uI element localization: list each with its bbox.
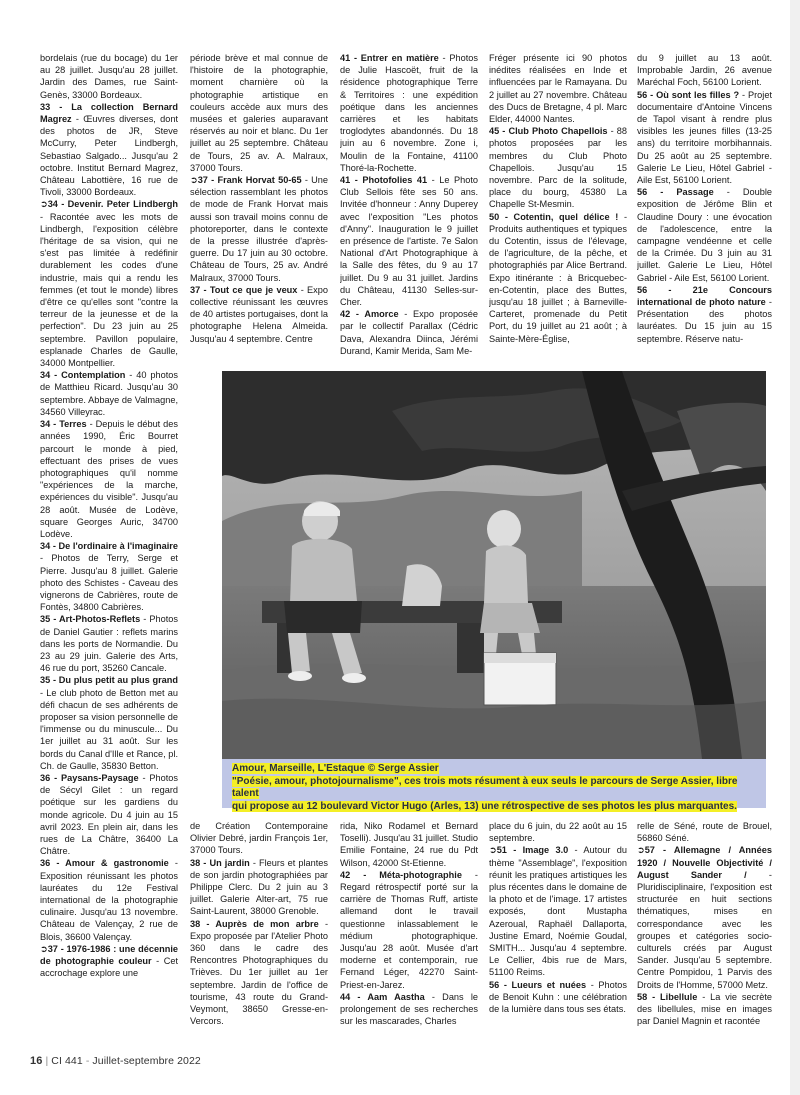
listing-text: - Le club photo de Betton met au défi chacun de ses adhérents de proposer sa vision personnelle de l'immense ou du minuscule... Du 1er juillet au 31 août. Sur les bords du Canal d'Ille et Rance, pl. Ch. de Gaulle, 35830 Betton. [40,687,178,771]
listing-text: - Expo proposée par l'Atelier Photo 360 dans le cadre des Rencontres Photographiques du Trièves. Du 1er juillet au 1er septembre. Jardin de l'office de tourisme, 43 route du Grand-Veymont, 38650 Gresse-en-Vercors. [190,918,328,1027]
listing-entry [340,308,478,357]
listing-entry [40,101,178,199]
listing-title: 38 - Un jardin [190,857,250,868]
publication-name: CI 441 [51,1055,83,1067]
listing-entry [340,869,478,991]
listing-entry [489,125,627,210]
listing-text: - Photos de Julie Hascoët, fruit de la résidence photographique Terre & Territoires : une expédition poétique dans les anciennes carrières et les habitats troglodytes abandonnés. Du 18 juin au 6 novembre. Zone i, Moulin de la Fontaine, 41100 Thoré-la-Rochette. [340,53,478,173]
listing-entry [190,52,328,174]
listing-title: 36 - Paysans-Paysage [40,772,139,783]
listing-entry [40,540,178,613]
listing-text: Fréger présente ici 90 photos inédites réalisées en Inde et influencées par le Ramayana. Du 2 juillet au 27 novembre. Château des Ducs de Bretagne, 4 pl. Marc Elder, 44000 Nantes. [489,53,627,125]
listing-text: - Cet accrochage explore une [40,956,178,979]
listing-text: - Projet documentaire d'Antoine Vincens de Tapol visant à rendre plus visibles les jeunes filles (13-25 ans) du territoire morbihannais. Du 25 août au 25 septembre. Galerie Le Lieu, Hôtel Gabriel - Aile Est, 56100 Lorient. [637,89,772,186]
listing-title: ➲37 - Frank Horvat 50-65 [190,175,302,186]
listing-entry [190,857,328,918]
listing-entry [637,52,772,89]
column-8 [489,820,627,1047]
column-7 [340,820,478,1047]
listing-entry [40,943,178,980]
column-3 [340,52,478,370]
listing-text: - 88 photos proposées par les membres du Club Photo Chapellois. Jusqu'au 15 novembre. Parc de la solitude, place du bourg, 45380 La Chapelle St-Mesmin. [489,126,627,210]
listing-text: - Produits authentiques et typiques du Cotentin, issus de l'élevage, de l'agriculture, de la pêche, et photographiés par Alice Bertrand. Expo itinérante : à Bricquebec-en-Cotentin, place des Buttes, jusqu'au 18 juillet ; à Barneville-Carteret, promenade du Petit Port, du 19 juillet au 21 août ; à Sainte-Mère-Église, [489,211,627,344]
column-6 [190,820,328,1047]
listing-text: - Expo proposée par le collectif Parallax (Cédric Dava, Alexandra Diinca, Jérémi Durand, Kamir Merida, Sam Me- [340,309,478,356]
listing-entry [40,418,178,540]
listing-entry [40,52,178,101]
photo-amour-marseille [222,371,766,759]
listing-text: - Photos de Terry, Serge et Pierre. Jusqu'au 8 juillet. Galerie photo des Schistes - Caveau des vignerons de Cabrières, route de Fontès, 34800 Cabrières. [40,553,178,613]
listing-title: 56 - Lueurs et nuées [489,979,587,990]
listing-entry [637,186,772,284]
listing-entry [489,52,627,125]
photo-illustration [222,371,766,759]
listing-text: de Création Contemporaine Olivier Debré, jardin François 1er, 37000 Tours. [190,821,328,856]
listing-title: 38 - Auprès de mon arbre [190,918,319,929]
listing-text: rida, Niko Rodamel et Bernard Toselli). Jusqu'au 31 juillet. Studio Emilie Fontaine, 24 rue du Pdt Wilson, 42000 St-Etienne. [340,821,478,868]
listing-text: - Fleurs et plantes de son jardin photographiées par Philippe Clerc. Du 2 juin au 3 juillet. Galerie Alter-art, 75 rue Saint-Laurent, 38000 Grenoble. [190,857,328,917]
listing-title: 35 - Du plus petit au plus grand [40,675,178,686]
listing-entry [637,844,772,990]
listing-entry [340,820,478,869]
listing-title: 45 - Club Photo Chapellois [489,126,608,137]
column-4 [489,52,627,370]
listing-title: 50 - Cotentin, quel délice ! [489,211,619,222]
listing-text: - Photos de Sécyl Gilet : un regard poétique sur les gardiens du monde agricole. Du 4 juin au 15 avril 2023. En plein air, dans les rues de La Châtre, 36400 La Châtre. [40,772,178,857]
listing-entry [489,844,627,978]
column-2 [190,52,328,370]
listing-entry [637,820,772,844]
listing-text: - Dans le prolongement de ses recherches sur les mascarades, Charles [340,991,478,1027]
listing-title: 44 - Aam Aastha [340,991,425,1002]
listing-text: - Racontée avec les mots de Lindbergh, l'exposition célèbre l'héritage de sa vision, qui ne s'est pas limitée à redéfinir durablement les codes d'une industrie, mais qui a rendu les femmes (et tout le monde) libres d'être ce qu'elles sont "contre la terreur de la jeunesse et de la perfection". Du 23 juin au 25 septembre. Pavillon populaire, esplanade Charles de Gaulle, 34000 Montpellier. [40,211,178,369]
listing-entry [40,772,178,857]
column-1 [40,52,178,1047]
listing-title: 42 - Amorce [340,309,399,320]
page-number: 16 [30,1055,43,1067]
listing-entry [40,198,178,369]
listing-text: période brève et mal connue de l'histoire de la photographie, moment charnière où la photographie artistique en couleurs accède aux murs des musées et galeries auparavant réservés au noir et blanc. Du 1er juillet au 25 septembre. Château de Tours, 25 av. A. Malraux, 37000 Tours. [190,53,328,173]
listing-entry [637,284,772,345]
listing-text: - Regard rétrospectif porté sur la carrière de Thomas Ruff, artiste allemand dont le travail questionne inlassablement le médium photographique. Jusqu'au 28 août. Musée d'art moderne et contemporain, rue Fernand Léger, 42270 Saint-Priest-en-Jarez. [340,869,478,990]
listing-title: 37 - Tout ce que je veux [190,284,298,295]
listing-text: - Autour du thème "Assemblage", l'exposition réunit les pratiques artistiques les plus récentes dans le domaine de la photo et de l'image. 17 artistes exposés, dont Mustapha Azeroual, Raphaël Dallaporta, Justine Emard, Noémie Goudal, SMITH... Jusqu'au 4 septembre. Le Cellier, 4bis rue de Mars, 51100 Reims. [489,845,627,978]
listing-text: - Double exposition de Jérôme Blin et Claudine Doury : une évocation de l'adolescence, entre la campagne vendéenne et celle de la Crimée. Du 3 juin au 31 juillet. Galerie Le Lieu, Hôtel Gabriel - Aile Est, 56100 Lorient. [637,187,772,283]
caption-text-line-2a: qui propose au 12 boulevard Victor Hugo [232,800,431,812]
listing-title: 42 - Méta-photographie [340,869,462,880]
column-9 [637,820,772,1047]
listing-text: - Photos de Daniel Gautier : reflets marins dans les ports de Normandie. Du 23 au 29 juin. Galerie des Arts, 46 rue du port, 35260 Cancale. [40,614,178,674]
listing-entry [190,820,328,857]
listing-entry [489,211,627,345]
listing-title: 56 - Passage [637,187,714,198]
listing-text: - Exposition réunissant les photos lauréates du 12e Festival international de la photographie culinaire. Jusqu'au 13 novembre. Château de Valençay, 2 rue de Blois, 36600 Valençay. [40,858,178,942]
listing-title: ➲51 - Image 3.0 [489,845,569,856]
listing-text: - Une sélection rassemblant les photos de mode de Frank Horvat mais aussi son travail moins connu de photoreporter, dans le contexte de la presse illustrée d'après-guerre. Du 17 juin au 30 octobre. Château de Tours, 25 av. André Malraux, 37000 Tours. [190,175,328,283]
listing-text: - Expo collective réunissant les œuvres de 40 artistes portugaises, dont la photographe Helena Almeida. Jusqu'au 4 septembre. Centre [190,284,328,344]
listing-text: bordelais (rue du bocage) du 1er au 28 juillet. Jusqu'au 28 juillet. Jardin des Dames, rue Saint-Genès, 33000 Bordeaux. [40,53,178,100]
listing-entry [340,991,478,1028]
listing-entry [489,979,627,1016]
listing-text: - Photos de Benoit Kuhn : une célébration de la lumière dans tous ses états. [489,979,627,1015]
listing-entry [40,857,178,942]
listing-title: 34 - De l'ordinaire à l'imaginaire [40,541,178,552]
listing-entry [489,820,627,844]
listing-text: relle de Séné, route de Brouel, 56860 Séné. [637,821,772,844]
listing-entry [40,674,178,772]
listing-text: - Depuis le début des années 1990, Éric Bourret parcourt le monde à pied, effectuant des prises de vues photographiques qu'il nomme "expériences de la marche, expériences du visible". Jusqu'au 28 août. Musée de Lodève, square Georges Auric, 34700 Lodève. [40,419,178,539]
caption-location: (Arles, 13) [430,800,479,812]
page-footer: 16 | CI 441 - Juillet-septembre 2022 [30,1055,201,1067]
listing-text: - Œuvres diverses, dont des photos de JR, Steve McCurry, Peter Lindbergh, Sebastiao Salgado... Jusqu'au 2 octobre. Institut Bernard Magrez, Château Labottière, 16 rue de Tivoli, 33000 Bordeaux. [40,114,178,198]
listing-entry [637,991,772,1028]
listing-title: 56 - Où sont les filles ? [637,89,740,100]
listing-entry [190,284,328,345]
listing-title: 35 - Art-Photos-Reflets [40,614,141,625]
listing-text: - Pluridisciplinaire, l'exposition est structurée en huit sections thématiques, mises en correspondance avec les groupes et catégories socio-culturels créés par August Sander. Jusqu'au 5 septembre. Centre Pompidou, 1 Parvis des Droits de l'Homme, 57000 Metz. [637,869,772,990]
listing-text: - 40 photos de Matthieu Ricard. Jusqu'au 30 septembre. Abbaye de Valmagne, 34560 Villeyrac. [40,370,178,417]
photo-caption [222,759,766,812]
listing-text: - Le Photo Club Sellois fête ses 50 ans. Invitée d'honneur : Anny Duperey avec l'exposition "Les photos d'Anny". Inauguration le 9 juillet en présence de l'artiste. 7e Salon National d'Art Photographique à la Salle des fêtes, du 9 au 17 juillet. Du 9 au 31 juillet. Jardins du Château, 41130 Selles-sur-Cher. [340,175,478,308]
caption-credit: Amour, Marseille, L'Estaque © Serge Assier [232,763,439,774]
listing-title: ➲37 - 1976-1986 : une décennie de photographie couleur [40,943,178,967]
listing-title: 36 - Amour & gastronomie [40,858,169,869]
caption-text-line-1: "Poésie, amour, photojournalisme", ces trois mots résument à eux seuls le parcours de Serge Assier, libre talent [232,775,738,799]
listing-text: - Présentation des photos lauréates. Du 15 juin au 15 septembre. Réserve natu- [637,297,772,344]
listing-title: 56 - 21e Concours international de photo nature [637,284,772,308]
listing-entry [340,174,478,308]
listing-title: 41 - Entrer en matière [340,53,439,63]
listing-title: 34 - Terres [40,419,87,430]
issue-date: Juillet-septembre 2022 [92,1055,201,1067]
listing-entry [340,52,478,174]
page-edge [790,0,800,1095]
listing-entry [40,613,178,674]
listing-text: du 9 juillet au 13 août. Improbable Jardin, 26 avenue Maréchal Foch, 56100 Lorient. [637,53,772,88]
caption-text-line-2b: une rétrospective de ses photos les plus marquantes. [478,800,737,812]
listing-entry [40,369,178,418]
listing-title: 34 - Contemplation [40,370,126,381]
listing-title: 58 - Libellule [637,991,698,1002]
listing-title: ➲57 - Allemagne / Années 1920 / Nouvelle Objectivité / August Sander / [637,845,772,880]
listing-entry [190,174,328,284]
column-5 [637,52,772,370]
listing-title: 41 - Photofolies 41 [340,175,428,186]
listing-text: - La vie secrète des libellules, mise en images par Daniel Magnin et racontée [637,991,772,1027]
listing-title: ➲34 - Devenir. Peter Lindbergh [40,199,178,210]
listing-text: place du 6 juin, du 22 août au 15 septembre. [489,821,627,844]
listing-entry [637,89,772,187]
listing-title: 33 - La collection Bernard Magrez [40,101,178,125]
listing-entry [190,918,328,1028]
